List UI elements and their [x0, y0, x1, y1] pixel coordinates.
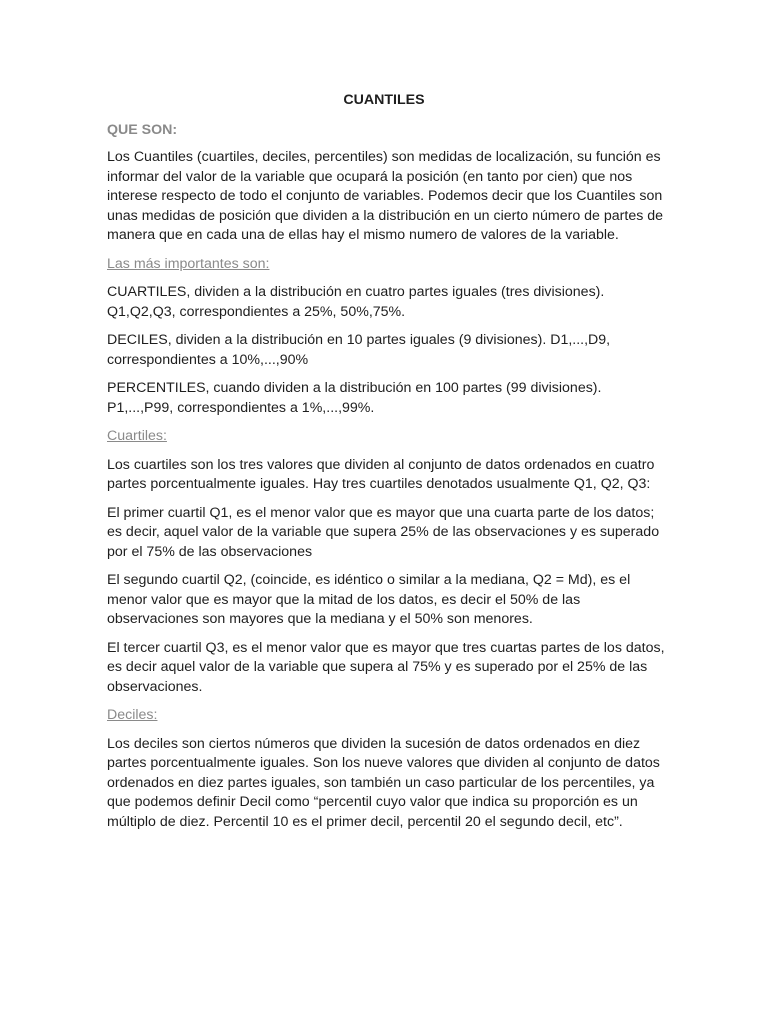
heading-que-son: QUE SON:	[107, 121, 178, 138]
paragraph-cuartiles-def: CUARTILES, dividen a la distribución en cuatro partes iguales (tres divisiones). Q1,Q2,Q3, correspondientes a 25%, 50%,75%.	[107, 284, 605, 320]
paragraph-percentiles-def: PERCENTILES, cuando dividen a la distribución en 100 partes (99 divisiones). P1,...,P99, correspondientes a 1%,...,99%.	[107, 380, 602, 416]
document-title: CUANTILES	[343, 92, 425, 108]
heading-deciles: Deciles:	[107, 707, 158, 723]
paragraph-q3: El tercer cuartil Q3, es el menor valor que es mayor que tres cuartas partes de los datos, es decir aquel valor de la variable que supera al 75% y es superado por el 25% de las observaciones.	[107, 639, 665, 695]
paragraph-cuartiles-intro: Los cuartiles son los tres valores que dividen al conjunto de datos ordenados en cuatro partes porcentualmente iguales. Hay tres cuartiles denotados usualmente Q1, Q2, Q3:	[107, 456, 655, 492]
paragraph-que-son: Los Cuantiles (cuartiles, deciles, percentiles) son medidas de localización, su función es informar del valor de la variable que ocupará la posición (en tanto por cien) que nos interese respecto de todo el conjunto de variables. Podemos decir que los Cuantiles son unas medidas de posición que dividen a la distribución en un cierto número de partes de manera que en cada una de ellas hay el mismo numero de valores de la variable.	[107, 149, 664, 243]
paragraph-q2: El segundo cuartil Q2, (coincide, es idéntico o similar a la mediana, Q2 = Md), es el menor valor que es mayor que la mitad de los datos, es decir el 50% de las observaciones son mayores que la mediana y el 50% son menores.	[107, 572, 631, 627]
heading-cuartiles: Cuartiles:	[107, 428, 167, 444]
paragraph-q1: El primer cuartil Q1, es el menor valor que es mayor que una cuarta parte de los datos; es decir, aquel valor de la variable que supera 25% de las observaciones y es superado por el 75% de las observaciones	[107, 504, 660, 560]
paragraph-deciles-def: DECILES, dividen a la distribución en 10 partes iguales (9 divisiones). D1,...,D9, correspondientes a 10%,...,90%	[107, 332, 611, 368]
heading-mas-importantes: Las más importantes son:	[107, 255, 270, 272]
document-page	[107, 91, 667, 841]
paragraph-deciles: Los deciles son ciertos números que dividen la sucesión de datos ordenados en diez partes porcentualmente iguales. Son los nueve valores que dividen al conjunto de datos ordenados en diez partes iguales, son también un caso particular de los percentiles, ya que podemos definir Decil como “percentil cuyo valor que indica su proporción es un múltiplo de diez. Percentil 10 es el primer decil, percentil 20 el segundo decil, etc”.	[107, 735, 660, 830]
